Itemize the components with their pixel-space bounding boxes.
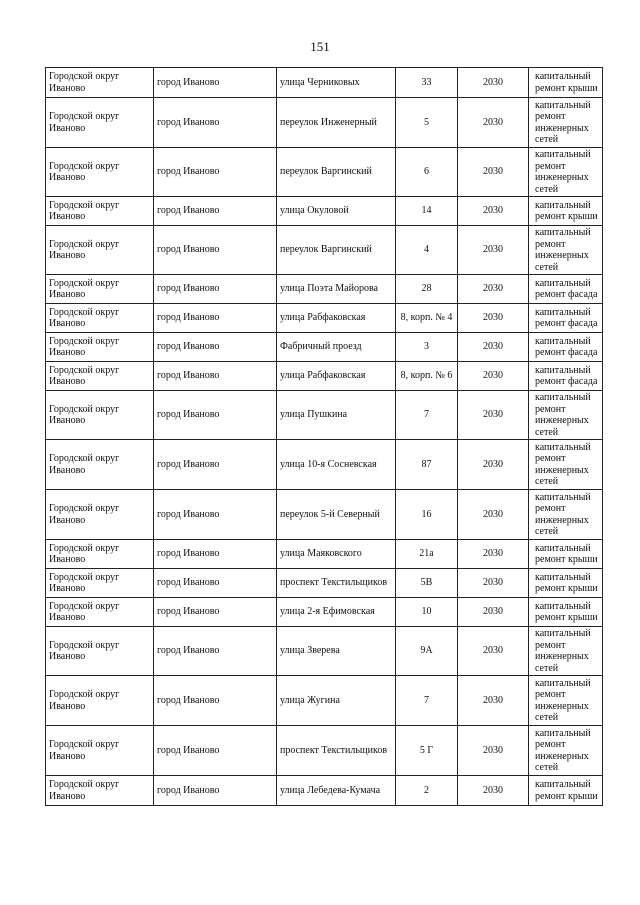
house-number-cell: 8, корп. № 6: [396, 362, 458, 391]
work-type-cell: капитальный ремонт инженерных сетей: [529, 627, 603, 676]
house-number-cell: 7: [396, 391, 458, 440]
work-type-cell: капитальный ремонт крыши: [529, 197, 603, 226]
city-cell: город Иваново: [154, 540, 277, 569]
street-cell: проспект Текстильщиков: [277, 726, 396, 776]
district-cell: Городской округ Иваново: [46, 362, 154, 391]
year-cell: 2030: [458, 68, 529, 98]
district-cell: Городской округ Иваново: [46, 197, 154, 226]
district-cell: Городской округ Иваново: [46, 490, 154, 540]
year-cell: 2030: [458, 275, 529, 304]
house-number-cell: 6: [396, 148, 458, 197]
district-cell: Городской округ Иваново: [46, 676, 154, 726]
work-type-cell: капитальный ремонт фасада: [529, 304, 603, 333]
table-row: [46, 333, 603, 362]
table-row: [46, 598, 603, 627]
street-cell: улица Лебедева-Кумача: [277, 776, 396, 806]
city-cell: город Иваново: [154, 333, 277, 362]
street-cell: улица Зверева: [277, 627, 396, 676]
work-type-cell: капитальный ремонт инженерных сетей: [529, 98, 603, 148]
year-cell: 2030: [458, 148, 529, 197]
street-cell: улица Рабфаковская: [277, 304, 396, 333]
work-type-cell: капитальный ремонт инженерных сетей: [529, 726, 603, 776]
street-cell: переулок Инженерный: [277, 98, 396, 148]
district-cell: Городской округ Иваново: [46, 148, 154, 197]
city-cell: город Иваново: [154, 598, 277, 627]
year-cell: 2030: [458, 540, 529, 569]
city-cell: город Иваново: [154, 440, 277, 490]
year-cell: 2030: [458, 598, 529, 627]
city-cell: город Иваново: [154, 776, 277, 806]
year-cell: 2030: [458, 627, 529, 676]
city-cell: город Иваново: [154, 68, 277, 98]
house-number-cell: 5 Г: [396, 726, 458, 776]
year-cell: 2030: [458, 569, 529, 598]
city-cell: город Иваново: [154, 490, 277, 540]
house-number-cell: 2: [396, 776, 458, 806]
house-number-cell: 87: [396, 440, 458, 490]
house-number-cell: 7: [396, 676, 458, 726]
city-cell: город Иваново: [154, 569, 277, 598]
street-cell: улица 10-я Сосневская: [277, 440, 396, 490]
house-number-cell: 10: [396, 598, 458, 627]
district-cell: Городской округ Иваново: [46, 598, 154, 627]
year-cell: 2030: [458, 197, 529, 226]
work-type-cell: капитальный ремонт инженерных сетей: [529, 676, 603, 726]
table-row: [46, 148, 603, 197]
street-cell: переулок Варгинский: [277, 148, 396, 197]
work-type-cell: капитальный ремонт инженерных сетей: [529, 490, 603, 540]
work-type-cell: капитальный ремонт крыши: [529, 68, 603, 98]
table-row: [46, 627, 603, 676]
table-row: [46, 391, 603, 440]
house-number-cell: 5: [396, 98, 458, 148]
district-cell: Городской округ Иваново: [46, 226, 154, 275]
house-number-cell: 3: [396, 333, 458, 362]
district-cell: Городской округ Иваново: [46, 333, 154, 362]
year-cell: 2030: [458, 226, 529, 275]
city-cell: город Иваново: [154, 275, 277, 304]
year-cell: 2030: [458, 391, 529, 440]
street-cell: улица Маяковского: [277, 540, 396, 569]
street-cell: переулок Варгинский: [277, 226, 396, 275]
district-cell: Городской округ Иваново: [46, 569, 154, 598]
house-number-cell: 21а: [396, 540, 458, 569]
city-cell: город Иваново: [154, 726, 277, 776]
work-type-cell: капитальный ремонт инженерных сетей: [529, 148, 603, 197]
street-cell: переулок 5-й Северный: [277, 490, 396, 540]
work-type-cell: капитальный ремонт инженерных сетей: [529, 226, 603, 275]
year-cell: 2030: [458, 98, 529, 148]
street-cell: улица Окуловой: [277, 197, 396, 226]
district-cell: Городской округ Иваново: [46, 440, 154, 490]
table-row: [46, 304, 603, 333]
street-cell: улица Черниковых: [277, 68, 396, 98]
district-cell: Городской округ Иваново: [46, 627, 154, 676]
work-type-cell: капитальный ремонт инженерных сетей: [529, 440, 603, 490]
table-row: [46, 490, 603, 540]
work-type-cell: капитальный ремонт фасада: [529, 275, 603, 304]
house-number-cell: 5В: [396, 569, 458, 598]
city-cell: город Иваново: [154, 197, 277, 226]
house-number-cell: 8, корп. № 4: [396, 304, 458, 333]
city-cell: город Иваново: [154, 98, 277, 148]
district-cell: Городской округ Иваново: [46, 98, 154, 148]
district-cell: Городской округ Иваново: [46, 68, 154, 98]
work-type-cell: капитальный ремонт фасада: [529, 333, 603, 362]
district-cell: Городской округ Иваново: [46, 391, 154, 440]
street-cell: улица Жугина: [277, 676, 396, 726]
house-number-cell: 16: [396, 490, 458, 540]
work-type-cell: капитальный ремонт крыши: [529, 540, 603, 569]
year-cell: 2030: [458, 726, 529, 776]
work-type-cell: капитальный ремонт крыши: [529, 598, 603, 627]
city-cell: город Иваново: [154, 676, 277, 726]
table-row: [46, 540, 603, 569]
year-cell: 2030: [458, 304, 529, 333]
work-type-cell: капитальный ремонт фасада: [529, 362, 603, 391]
district-cell: Городской округ Иваново: [46, 275, 154, 304]
work-type-cell: капитальный ремонт крыши: [529, 569, 603, 598]
city-cell: город Иваново: [154, 148, 277, 197]
district-cell: Городской округ Иваново: [46, 776, 154, 806]
city-cell: город Иваново: [154, 391, 277, 440]
table-row: [46, 440, 603, 490]
table-row: [46, 98, 603, 148]
year-cell: 2030: [458, 362, 529, 391]
street-cell: проспект Текстильщиков: [277, 569, 396, 598]
city-cell: город Иваново: [154, 226, 277, 275]
street-cell: улица Пушкина: [277, 391, 396, 440]
city-cell: город Иваново: [154, 362, 277, 391]
house-number-cell: 33: [396, 68, 458, 98]
work-type-cell: капитальный ремонт инженерных сетей: [529, 391, 603, 440]
street-cell: улица Поэта Майорова: [277, 275, 396, 304]
table-body: [46, 68, 603, 806]
work-type-cell: капитальный ремонт крыши: [529, 776, 603, 806]
table-row: [46, 776, 603, 806]
year-cell: 2030: [458, 676, 529, 726]
district-cell: Городской округ Иваново: [46, 540, 154, 569]
table-row: [46, 197, 603, 226]
housing-repair-table: [45, 67, 603, 806]
city-cell: город Иваново: [154, 304, 277, 333]
street-cell: улица 2-я Ефимовская: [277, 598, 396, 627]
district-cell: Городской округ Иваново: [46, 726, 154, 776]
street-cell: Фабричный проезд: [277, 333, 396, 362]
district-cell: Городской округ Иваново: [46, 304, 154, 333]
house-number-cell: 14: [396, 197, 458, 226]
year-cell: 2030: [458, 333, 529, 362]
table-row: [46, 362, 603, 391]
street-cell: улица Рабфаковская: [277, 362, 396, 391]
year-cell: 2030: [458, 440, 529, 490]
house-number-cell: 28: [396, 275, 458, 304]
table-row: [46, 569, 603, 598]
table-row: [46, 275, 603, 304]
table-row: [46, 226, 603, 275]
house-number-cell: 4: [396, 226, 458, 275]
table-row: [46, 676, 603, 726]
city-cell: город Иваново: [154, 627, 277, 676]
year-cell: 2030: [458, 776, 529, 806]
table-row: [46, 726, 603, 776]
table-row: [46, 68, 603, 98]
page-number: 151: [310, 39, 330, 54]
house-number-cell: 9А: [396, 627, 458, 676]
year-cell: 2030: [458, 490, 529, 540]
